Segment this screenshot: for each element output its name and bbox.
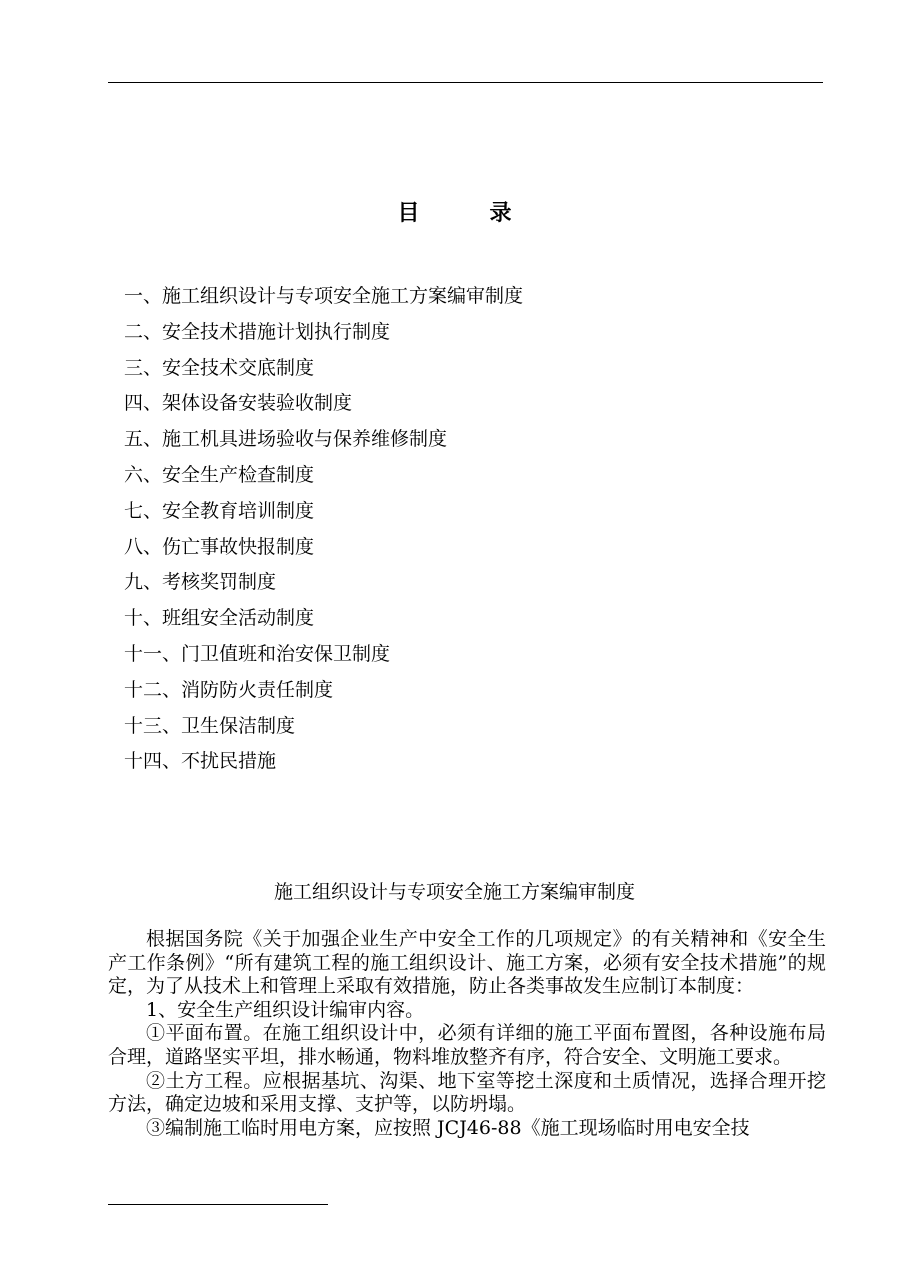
section-body xyxy=(108,928,826,1140)
body-paragraph: ③编制施工临时用电方案，应按照 JCJ46-88《施工现场临时用电安全技 xyxy=(146,1116,750,1139)
body-paragraph: 根据国务院《关于加强企业生产中安全工作的几项规定》的有关精神和《安全生产工作条例》“所有建筑工程的施工组织设计、施工方案，必须有安全技术措施”的规定，为了从技术上和管理上采取有效措施，防止各类事故发生应制订本制度： xyxy=(108,928,826,998)
toc-item[interactable]: 十四、不扰民措施 xyxy=(124,750,277,773)
toc-item[interactable]: 九、考核奖罚制度 xyxy=(124,571,277,594)
footnote-rule xyxy=(108,1204,328,1205)
toc-item[interactable]: 二、安全技术措施计划执行制度 xyxy=(124,320,391,343)
section-title: 施工组织设计与专项安全施工方案编审制度 xyxy=(273,881,635,903)
toc-item[interactable]: 七、安全教育培训制度 xyxy=(124,499,315,522)
toc-list xyxy=(124,282,523,783)
toc-item[interactable]: 十三、卫生保洁制度 xyxy=(124,714,296,737)
toc-item[interactable]: 十、班组安全活动制度 xyxy=(124,607,315,630)
toc-item[interactable]: 四、架体设备安装验收制度 xyxy=(124,392,353,415)
toc-item[interactable]: 十二、消防防火责任制度 xyxy=(124,678,334,701)
toc-item[interactable]: 六、安全生产检查制度 xyxy=(124,463,315,486)
header-rule xyxy=(108,82,823,83)
toc-title-left: 目 xyxy=(397,200,420,226)
toc-item[interactable]: 十一、门卫值班和治安保卫制度 xyxy=(124,642,391,665)
toc-title xyxy=(0,198,909,228)
toc-item[interactable]: 八、伤亡事故快报制度 xyxy=(124,535,315,558)
toc-item[interactable]: 三、安全技术交底制度 xyxy=(124,356,315,379)
toc-item[interactable]: 一、施工组织设计与专项安全施工方案编审制度 xyxy=(124,285,524,307)
body-paragraph: ①平面布置。在施工组织设计中，必须有详细的施工平面布置图，各种设施布局合理，道路坚实平坦，排水畅通，物料堆放整齐有序，符合安全、文明施工要求。 xyxy=(108,1022,826,1068)
body-paragraph: ②土方工程。应根据基坑、沟渠、地下室等挖土深度和土质情况，选择合理开挖方法，确定边坡和采用支撑、支护等，以防坍塌。 xyxy=(108,1069,826,1116)
body-paragraph: 1、安全生产组织设计编审内容。 xyxy=(146,998,425,1021)
toc-title-right: 录 xyxy=(489,200,512,226)
toc-item[interactable]: 五、施工机具进场验收与保养维修制度 xyxy=(124,428,448,451)
